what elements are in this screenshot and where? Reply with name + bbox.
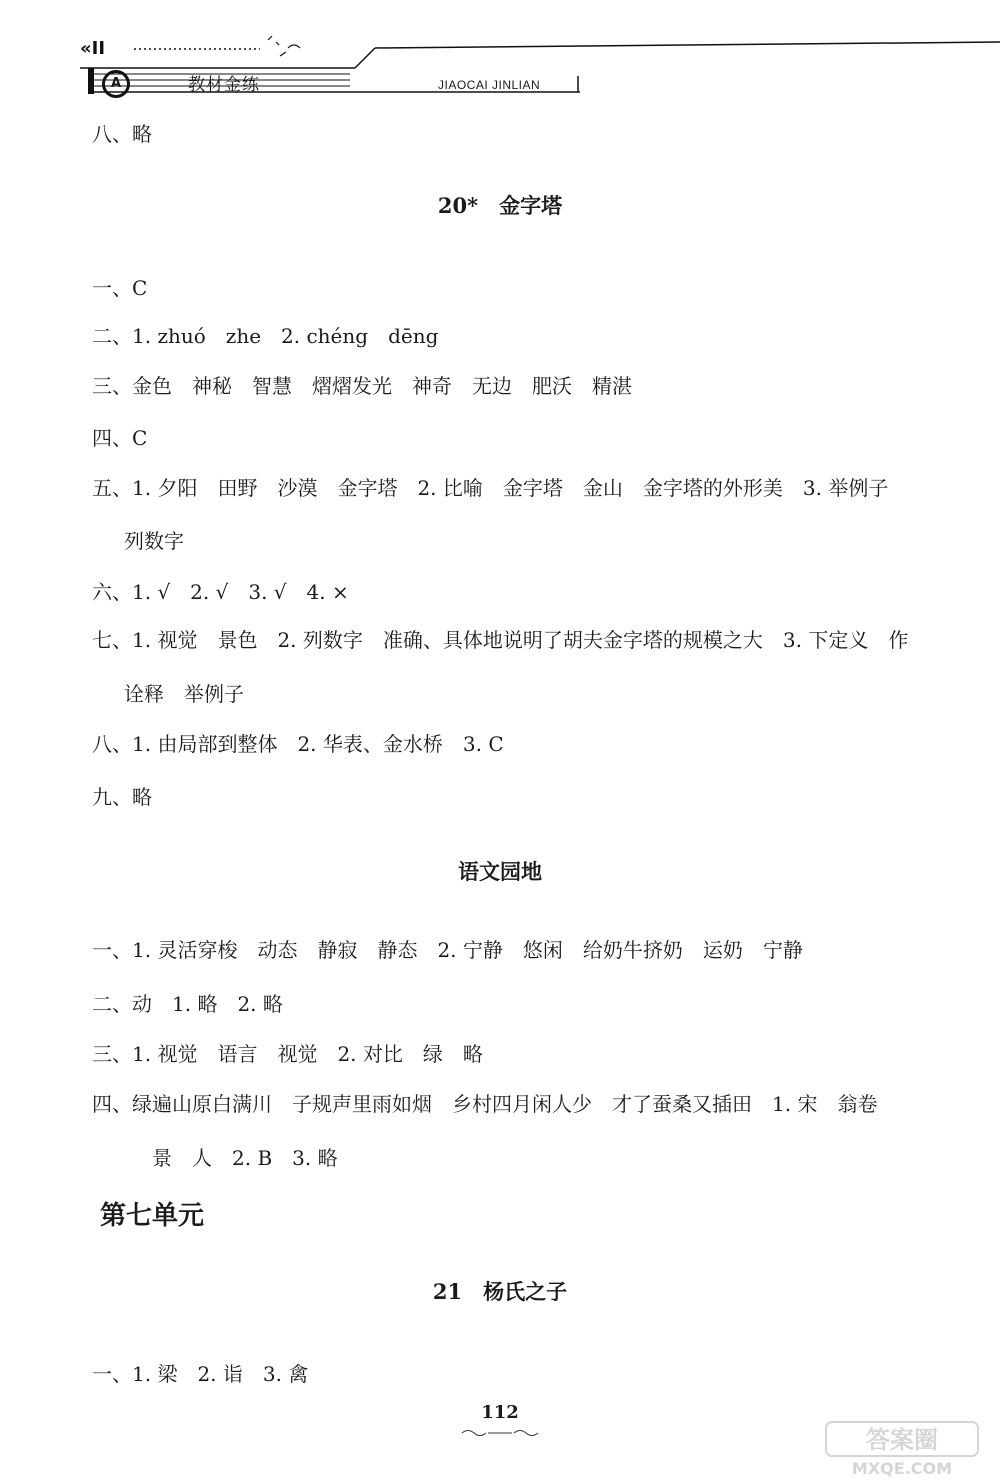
svg-text:MXQE.COM: MXQE.COM xyxy=(851,1459,953,1478)
page-number: 112 xyxy=(481,1402,519,1423)
answer-line: 三、金色 神秘 智慧 熠熠发光 神奇 无边 肥沃 精湛 xyxy=(92,374,632,398)
answer-line: 九、略 xyxy=(92,785,152,809)
section-title: 语文园地 xyxy=(458,859,542,884)
brand-english-title: JIAOCAI JINLIAN xyxy=(438,78,541,92)
answer-line: 二、动 1. 略 2. 略 xyxy=(92,992,283,1016)
section-title: 21 杨氏之子 xyxy=(432,1279,568,1304)
section-title: 20* 金字塔 xyxy=(437,193,563,218)
answer-line-continued: 诠释 举例子 xyxy=(124,682,244,706)
answer-line: 一、C xyxy=(92,276,148,300)
svg-text:答案圈: 答案圈 xyxy=(866,1426,938,1454)
answer-line: 四、绿遍山原白满川 子规声里雨如烟 乡村四月闲人少 才了蚕桑又插田 1. 宋 翁卷 xyxy=(92,1092,878,1116)
unit-heading: 第七单元 xyxy=(100,1201,205,1231)
answer-line: 三、1. 视觉 语言 视觉 2. 对比 绿 略 xyxy=(92,1042,483,1066)
watermark-logo xyxy=(822,1420,982,1478)
answer-line: 四、C xyxy=(92,426,148,450)
brand-title: 教材金练 xyxy=(188,75,260,95)
svg-text:«II: «II xyxy=(80,38,106,59)
brand-logo-icon: A xyxy=(102,70,130,98)
answer-line: 六、1. √ 2. √ 3. √ 4. × xyxy=(92,580,349,604)
answer-line: 一、1. 灵活穿梭 动态 静寂 静态 2. 宁静 悠闲 给奶牛挤奶 运奶 宁静 xyxy=(92,938,803,962)
answer-line-continued: 列数字 xyxy=(124,529,184,553)
answer-line: 五、1. 夕阳 田野 沙漠 金字塔 2. 比喻 金字塔 金山 金字塔的外形美 3. 举例子 xyxy=(92,476,889,500)
page-header xyxy=(80,30,1000,100)
answer-line: 一、1. 梁 2. 诣 3. 禽 xyxy=(92,1362,309,1386)
answer-line-continued: 景 人 2. B 3. 略 xyxy=(152,1146,338,1170)
answer-line: 二、1. zhuó zhe 2. chéng dēng xyxy=(92,324,439,348)
answer-line: 八、1. 由局部到整体 2. 华表、金水桥 3. C xyxy=(92,732,504,756)
answer-line: 七、1. 视觉 景色 2. 列数字 准确、具体地说明了胡夫金字塔的规模之大 3. 下定义 作 xyxy=(92,628,909,652)
answer-line: 八、略 xyxy=(92,122,152,146)
